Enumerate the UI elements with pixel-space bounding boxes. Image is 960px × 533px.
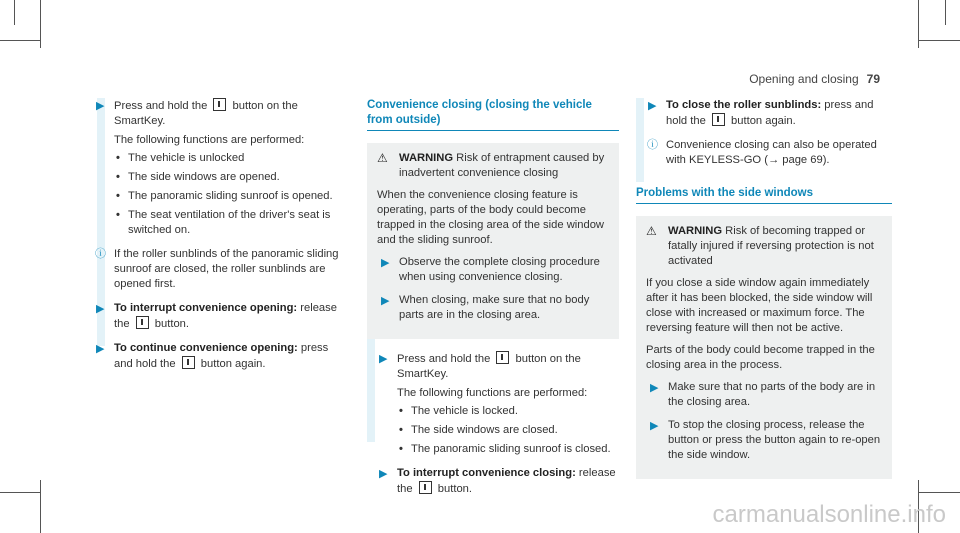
arrow-icon: ▶ <box>650 382 659 394</box>
page-header <box>749 72 880 86</box>
column-2 <box>367 98 619 506</box>
crop-mark <box>14 0 15 25</box>
warning-body: Parts of the body could become trapped in the closing area in the process. <box>646 344 875 371</box>
list-item: • The panoramic sliding sunroof is closed. <box>399 443 611 455</box>
column-3 <box>636 98 892 491</box>
instruction-step: ▶ To continue convenience opening: press and hold the button again. <box>96 342 329 370</box>
section-heading: Problems with the side windows <box>636 187 813 199</box>
info-note: ⓘ Convenience closing can also be operated with KEYLESS-GO (→ page 69). <box>647 139 877 166</box>
key-button-icon <box>712 113 725 126</box>
warning-body: When the convenience closing feature is operating, parts of the body could become trapped in the closing area of the side window and the sliding sunroof. <box>377 189 605 246</box>
section-heading: Convenience closing (closing the vehicle from outside) <box>367 99 592 126</box>
step-text: Press and hold the button on the SmartKey. <box>114 100 298 127</box>
instruction-step <box>84 98 346 238</box>
warning-icon: ⚠ <box>377 151 388 165</box>
crop-mark <box>945 0 946 25</box>
key-button-icon <box>496 351 509 364</box>
warning-box: ⚠ WARNING Risk of entrapment caused by inadvertent convenience closing When the convenience closing feature is operating, parts of the body could become trapped in the closing area of the side window and the sliding sunroof. ▶ Observe the complete closing procedure when using convenience closing. ▶ When closing, make sure that no body parts are in the closing area. <box>367 143 619 339</box>
list-item: • The side windows are closed. <box>399 424 558 436</box>
function-list <box>114 151 346 238</box>
crop-mark <box>0 492 40 493</box>
heading-rule <box>367 130 619 131</box>
step-subtext: The following functions are performed: <box>114 134 305 146</box>
list-item: • The vehicle is locked. <box>399 405 518 417</box>
list-item: • The panoramic sliding sunroof is opened. <box>116 190 333 202</box>
column-1 <box>84 98 346 381</box>
watermark: carmanualsonline.info <box>712 501 946 528</box>
arrow-icon: ▶ <box>96 343 105 355</box>
list-item: • The side windows are opened. <box>116 171 280 183</box>
crop-mark <box>918 492 960 493</box>
crop-mark <box>40 0 41 48</box>
heading-rule <box>636 203 892 204</box>
arrow-icon: ▶ <box>96 100 105 112</box>
arrow-icon: ▶ <box>379 468 388 480</box>
warning-icon: ⚠ <box>646 224 657 238</box>
list-item: • The vehicle is unlocked <box>116 152 245 164</box>
arrow-icon: ▶ <box>381 257 390 269</box>
list-item: • The seat ventilation of the driver's seat is switched on. <box>116 209 331 236</box>
section-title: Opening and closing <box>749 72 859 86</box>
step-text: Press and hold the button on the SmartKey. <box>397 353 581 380</box>
arrow-icon: ▶ <box>379 353 388 365</box>
crop-mark <box>0 40 40 41</box>
warning-body: If you close a side window again immediately after it has been blocked, the side window will close with increased or maximum force. The reversing feature will then not be active. <box>646 277 873 334</box>
instruction-step <box>367 351 619 457</box>
warning-step: ▶ To stop the closing process, release the button or press the button again to re-open the side window. <box>650 419 881 461</box>
function-list <box>397 404 619 457</box>
info-icon: ⓘ <box>95 248 106 260</box>
key-button-icon <box>136 316 149 329</box>
crop-mark <box>918 0 919 48</box>
key-button-icon <box>419 481 432 494</box>
arrow-icon: ▶ <box>96 303 105 315</box>
warning-step: ▶ Make sure that no parts of the body are in the closing area. <box>650 381 876 408</box>
arrow-icon: ▶ <box>648 100 657 112</box>
instruction-step: ▶ To close the roller sunblinds: press and hold the button again. <box>648 99 874 127</box>
info-icon: ⓘ <box>647 139 658 151</box>
crop-mark <box>918 40 960 41</box>
arrow-icon: ▶ <box>650 420 659 432</box>
crop-mark <box>40 480 41 533</box>
info-note: ⓘ If the roller sunblinds of the panoramic sliding sunroof are closed, the roller sunblinds are opened first. <box>95 248 339 290</box>
arrow-icon: ▶ <box>381 295 390 307</box>
key-button-icon <box>182 356 195 369</box>
instruction-step: ▶ To interrupt convenience closing: release the button. <box>379 467 616 495</box>
warning-step: ▶ When closing, make sure that no body parts are in the closing area. <box>381 294 590 321</box>
step-subtext: The following functions are performed: <box>397 387 588 399</box>
page-number: 79 <box>866 72 880 86</box>
warning-step: ▶ Observe the complete closing procedure when using convenience closing. <box>381 256 600 283</box>
warning-box: ⚠ WARNING Risk of becoming trapped or fatally injured if reversing protection is not activated If you close a side window again immediately after it has been blocked, the side window will close with increased or maximum force. The reversing feature will then not be active. Parts of the body could become trapped in the closing area in the process. ▶ Make sure that no parts of the body are in the closing area. ▶ To stop the closing process, release the button or press the button again to re-open the side window. <box>636 216 892 479</box>
instruction-step: ▶ To interrupt convenience opening: release the button. <box>96 302 337 330</box>
key-button-icon <box>213 98 226 111</box>
